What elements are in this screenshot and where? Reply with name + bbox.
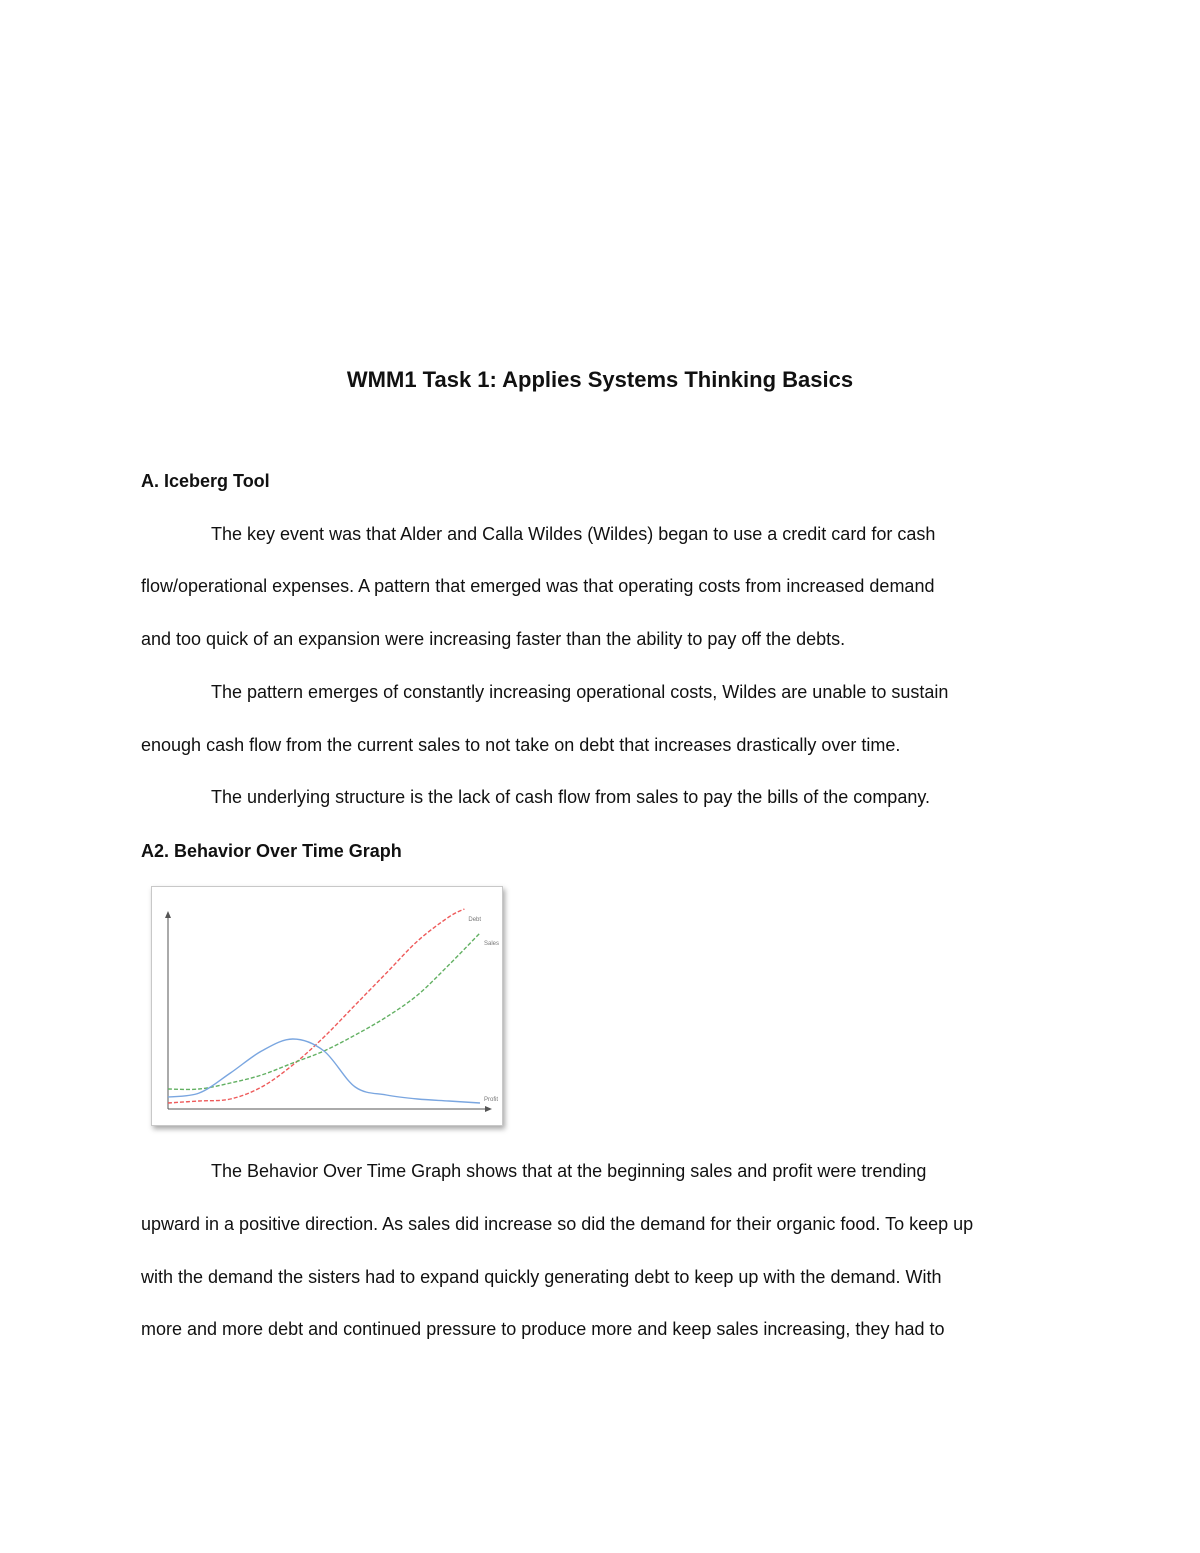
- series-label-debt: Debt: [468, 917, 482, 923]
- section-a-heading: A. Iceberg Tool: [141, 471, 270, 491]
- x-axis-arrow: [485, 1106, 492, 1112]
- paragraph-line: and too quick of an expansion were increasing faster than the ability to pay off the debts.: [141, 629, 846, 649]
- paragraph-line: flow/operational expenses. A pattern that emerged was that operating costs from increased demand: [141, 576, 935, 596]
- behavior-over-time-chart: [152, 887, 502, 1125]
- paragraph-line: with the demand the sisters had to expand quickly generating debt to keep up with the demand. With: [141, 1267, 942, 1287]
- series-line-sales: [168, 933, 480, 1089]
- document-title: WMM1 Task 1: Applies Systems Thinking Basics: [346, 367, 854, 392]
- series-label-sales: Sales: [484, 941, 500, 947]
- series-label-profit: Profit: [484, 1097, 499, 1103]
- paragraph-line: upward in a positive direction. As sales did increase so did the demand for their organic food. To keep up: [141, 1214, 974, 1234]
- series-line-profit: [168, 1039, 480, 1103]
- section-a2-heading: A2. Behavior Over Time Graph: [141, 841, 402, 861]
- series-line-debt: [168, 909, 464, 1103]
- behavior-over-time-graph: [151, 886, 503, 1126]
- y-axis-arrow: [165, 911, 171, 918]
- paragraph-line: enough cash flow from the current sales to not take on debt that increases drastically over time.: [141, 735, 901, 755]
- paragraph-line: The underlying structure is the lack of cash flow from sales to pay the bills of the company.: [211, 787, 931, 807]
- paragraph-line: The Behavior Over Time Graph shows that at the beginning sales and profit were trending: [211, 1161, 927, 1181]
- paragraph-line: more and more debt and continued pressure to produce more and keep sales increasing, they had to: [141, 1319, 945, 1339]
- paragraph-line: The pattern emerges of constantly increasing operational costs, Wildes are unable to sustain: [211, 682, 949, 702]
- paragraph-line: The key event was that Alder and Calla Wildes (Wildes) began to use a credit card for cash: [211, 524, 936, 544]
